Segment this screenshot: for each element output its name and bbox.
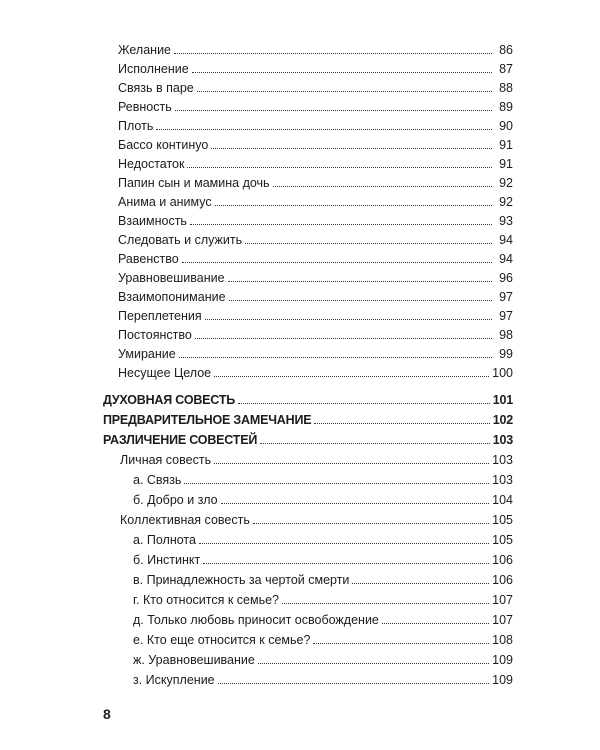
toc-entry-page: 106: [492, 573, 513, 587]
toc-entry: [133, 588, 513, 607]
dot-leader: [211, 148, 492, 149]
toc-entry-page: 105: [492, 513, 513, 527]
dot-leader: [238, 403, 490, 404]
toc-entry-title: Личная совесть: [120, 453, 212, 467]
toc-entry-title: Анима и анимус: [118, 195, 212, 209]
toc-entry: [133, 628, 513, 647]
toc-entry-page: 92: [499, 176, 513, 190]
toc-entry-page: 103: [492, 433, 513, 447]
toc-entry: [118, 171, 513, 190]
dot-leader: [182, 262, 492, 263]
dot-leader: [195, 338, 492, 339]
dot-leader: [197, 91, 492, 92]
dot-leader: [190, 224, 492, 225]
toc-entry-title: Коллективная совесть: [120, 513, 250, 527]
toc-entry: [133, 568, 513, 587]
dot-leader: [218, 683, 490, 684]
toc-entry-title: Переплетения: [118, 309, 202, 323]
toc-entry-page: 109: [492, 673, 513, 687]
toc-entry-title: Недостаток: [118, 157, 185, 171]
toc-entry-title: г. Кто относится к семье?: [133, 593, 279, 607]
toc-entry-title: ДУХОВНАЯ СОВЕСТЬ: [103, 393, 236, 407]
toc-entry-title: РАЗЛИЧЕНИЕ СОВЕСТЕЙ: [103, 433, 258, 447]
toc-entry-title: Уравновешивание: [118, 271, 225, 285]
toc-entry: [118, 361, 513, 380]
toc-entry-title: а. Связь: [133, 473, 182, 487]
page-number: 8: [103, 706, 111, 722]
toc-entry-title: ж. Уравновешивание: [133, 653, 255, 667]
toc-entry-title: в. Принадлежность за чертой смерти: [133, 573, 350, 587]
dot-leader: [382, 623, 489, 624]
toc-entry-page: 94: [499, 233, 513, 247]
dot-leader: [179, 357, 492, 358]
dot-leader: [260, 443, 490, 444]
toc-entry-page: 99: [499, 347, 513, 361]
toc-entry: [118, 38, 513, 57]
toc-entry-title: д. Только любовь приносит освобождение: [133, 613, 379, 627]
dot-leader: [199, 543, 489, 544]
toc-entry: [118, 323, 513, 342]
dot-leader: [175, 110, 492, 111]
toc-entry: [118, 209, 513, 228]
toc-entry: [118, 247, 513, 266]
toc-entry-title: Бассо континуо: [118, 138, 209, 152]
dot-leader: [253, 523, 489, 524]
toc-entry-title: Постоянство: [118, 328, 192, 342]
dot-leader: [282, 603, 489, 604]
toc-entry: [120, 508, 513, 527]
toc-entry-page: 107: [492, 613, 513, 627]
toc-entry-title: Следовать и служить: [118, 233, 243, 247]
toc-entry-page: 103: [492, 473, 513, 487]
toc-entry-page: 91: [499, 157, 513, 171]
toc-entry-page: 97: [499, 290, 513, 304]
toc-entry-page: 106: [492, 553, 513, 567]
toc-entry-title: Исполнение: [118, 62, 189, 76]
dot-leader: [258, 663, 489, 664]
toc-entry-page: 89: [499, 100, 513, 114]
toc-entry-page: 102: [492, 413, 513, 427]
toc-entry: [118, 133, 513, 152]
toc-entry-page: 98: [499, 328, 513, 342]
toc-entry-page: 103: [492, 453, 513, 467]
toc-entry-title: Папин сын и мамина дочь: [118, 176, 270, 190]
toc-entry-page: 105: [492, 533, 513, 547]
toc-entry-page: 96: [499, 271, 513, 285]
toc-entry: [118, 266, 513, 285]
dot-leader: [273, 186, 492, 187]
toc-entry: [118, 114, 513, 133]
toc-entry-title: Желание: [118, 43, 172, 57]
toc-entry-page: 108: [492, 633, 513, 647]
toc-entry-title: Несущее Целое: [118, 366, 212, 380]
toc-entry: [118, 304, 513, 323]
dot-leader: [174, 53, 492, 54]
dot-leader: [221, 503, 490, 504]
toc-entry: [118, 342, 513, 361]
dot-leader: [229, 300, 492, 301]
toc-entry: [133, 668, 513, 687]
dot-leader: [245, 243, 492, 244]
toc-entry: [133, 648, 513, 667]
toc-entry-page: 93: [499, 214, 513, 228]
toc-entry-page: 101: [492, 393, 513, 407]
toc-entry-title: з. Искупление: [133, 673, 215, 687]
dot-leader: [313, 643, 489, 644]
toc-entry-title: Ревность: [118, 100, 172, 114]
dot-leader: [314, 423, 489, 424]
dot-leader: [184, 483, 489, 484]
dot-leader: [156, 129, 492, 130]
toc-entry-title: Связь в паре: [118, 81, 194, 95]
dot-leader: [205, 319, 492, 320]
toc-entry: [133, 488, 513, 507]
dot-leader: [228, 281, 492, 282]
toc-entry: [118, 228, 513, 247]
toc-entry-page: 91: [499, 138, 513, 152]
toc-entry: [118, 152, 513, 171]
toc-entry-title: Взаимопонимание: [118, 290, 226, 304]
toc-entry: [120, 448, 513, 467]
toc-entry-page: 88: [499, 81, 513, 95]
toc-entry: [118, 190, 513, 209]
toc-entry-title: Взаимность: [118, 214, 187, 228]
toc-entry-page: 92: [499, 195, 513, 209]
toc-entry-title: ПРЕДВАРИТЕЛЬНОЕ ЗАМЕЧАНИЕ: [103, 413, 312, 427]
dot-leader: [215, 205, 492, 206]
toc-entry-page: 109: [492, 653, 513, 667]
toc-entry-title: а. Полнота: [133, 533, 196, 547]
toc-entry-page: 97: [499, 309, 513, 323]
toc-entry: [133, 548, 513, 567]
toc-entry-page: 86: [499, 43, 513, 57]
toc-entry-title: Плоть: [118, 119, 154, 133]
toc-entry-title: Умирание: [118, 347, 176, 361]
toc-entry-page: 107: [492, 593, 513, 607]
dot-leader: [214, 463, 489, 464]
dot-leader: [203, 563, 489, 564]
toc-entry: [118, 95, 513, 114]
toc-entry: [118, 285, 513, 304]
dot-leader: [187, 167, 492, 168]
toc-section-entry: [103, 388, 513, 407]
toc-entry-page: 90: [499, 119, 513, 133]
toc-entry-title: б. Инстинкт: [133, 553, 201, 567]
toc-entry-page: 94: [499, 252, 513, 266]
toc-entry-page: 87: [499, 62, 513, 76]
toc-entry-title: е. Кто еще относится к семье?: [133, 633, 311, 647]
toc-entry: [133, 528, 513, 547]
toc-entry: [133, 468, 513, 487]
toc-entry: [118, 57, 513, 76]
toc-entry-title: б. Добро и зло: [133, 493, 218, 507]
toc-entry: [118, 76, 513, 95]
toc-entry-page: 104: [492, 493, 513, 507]
toc-entry-title: Равенство: [118, 252, 179, 266]
toc-section-entry: [103, 408, 513, 427]
toc-entry-page: 100: [492, 366, 513, 380]
dot-leader: [192, 72, 492, 73]
dot-leader: [352, 583, 489, 584]
dot-leader: [214, 376, 489, 377]
toc-section-entry: [103, 428, 513, 447]
toc-entry: [133, 608, 513, 627]
